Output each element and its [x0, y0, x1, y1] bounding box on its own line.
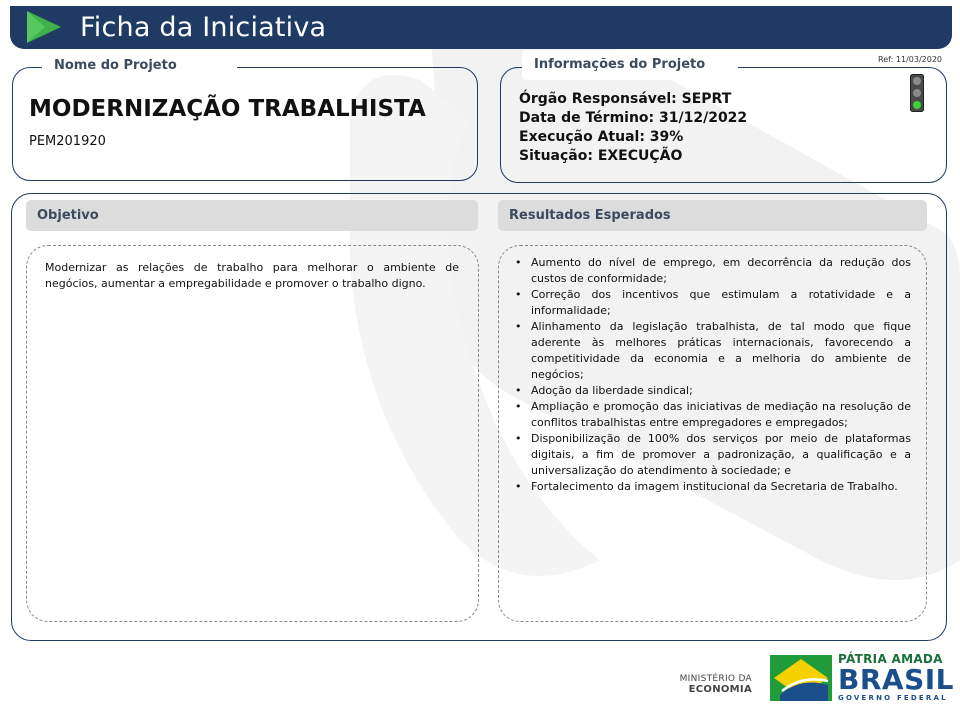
objective-text: Modernizar as relações de trabalho para melhorar o ambiente de negócios, aumentar a empregabilidade e promover o trabalho digno. [45, 261, 459, 290]
main-content-box [11, 193, 947, 641]
play-arrow-icon [25, 10, 65, 44]
info-orgao: Órgão Responsável: SEPRT [519, 91, 732, 107]
objective-header: Objetivo [26, 200, 478, 231]
reference-date: Ref: 11/03/2020 [878, 55, 942, 64]
patria-line1: PÁTRIA AMADA [838, 652, 943, 666]
info-execucao: Execução Atual: 39% [519, 129, 684, 145]
traffic-light-icon [910, 74, 924, 112]
project-name: MODERNIZAÇÃO TRABALHISTA [29, 96, 426, 122]
ministerio-line1: MINISTÉRIO DA [679, 674, 752, 684]
ministerio-logo [672, 674, 752, 695]
results-item: • Aumento do nível de emprego, em decorrência da redução dos custos de conformidade; [513, 255, 911, 287]
objective-panel [26, 245, 479, 622]
results-list [513, 255, 911, 495]
results-item: • Ampliação e promoção das iniciativas de mediação na resolução de conflitos trabalhistas entre empregadores e empregados; [513, 399, 911, 431]
ministerio-line2: ECONOMIA [688, 684, 752, 695]
footer [0, 650, 960, 720]
project-name-legend: Nome do Projeto [42, 53, 237, 79]
patria-amada-brasil-logo [838, 652, 954, 702]
patria-line3: GOVERNO FEDERAL [838, 694, 948, 702]
header-bar [10, 6, 952, 49]
info-data-termino: Data de Término: 31/12/2022 [519, 110, 748, 126]
brazil-flag-icon [770, 655, 832, 701]
results-panel [498, 245, 927, 622]
project-info-box [500, 67, 947, 183]
project-info-legend: Informações do Projeto [522, 50, 738, 80]
project-name-box [12, 67, 478, 181]
results-header: Resultados Esperados [498, 200, 927, 231]
project-info-lines [519, 90, 747, 166]
results-item: • Alinhamento da legislação trabalhista, de tal modo que fique aderente às melhores práticas internacionais, favorecendo a competitividade da economia e a melhoria do ambiente de negócios; [513, 319, 911, 383]
info-situacao: Situação: EXECUÇÃO [519, 148, 683, 164]
results-item: • Correção dos incentivos que estimulam a rotatividade e a informalidade; [513, 287, 911, 319]
page-title: Ficha da Iniciativa [80, 12, 327, 43]
results-item: • Adoção da liberdade sindical; [513, 383, 911, 399]
results-item: • Fortalecimento da imagem institucional da Secretaria de Trabalho. [513, 479, 911, 495]
project-code: PEM201920 [29, 134, 106, 149]
results-item: • Disponibilização de 100% dos serviços por meio de plataformas digitais, a fim de promover a padronização, a qualificação e a universalização do atendimento à sociedade; e [513, 431, 911, 479]
patria-line2: BRASIL [838, 663, 954, 696]
